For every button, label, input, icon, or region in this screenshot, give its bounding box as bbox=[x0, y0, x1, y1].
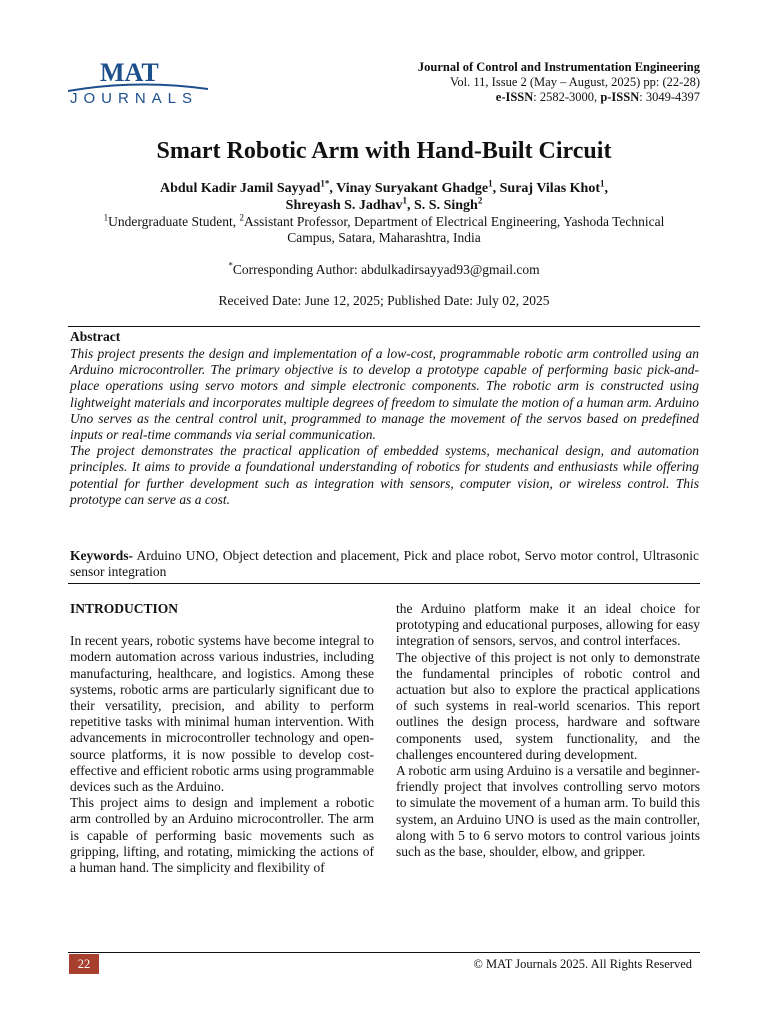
author-sup: 2 bbox=[477, 195, 483, 206]
affil-text: Assistant Professor, Department of Electrical Engineering, Yashoda Technical Campus, Satara, Maharashtra, India bbox=[243, 214, 665, 245]
corr-text: Corresponding Author: abdulkadirsayyad93@gmail.com bbox=[232, 262, 540, 277]
publication-dates: Received Date: June 12, 2025; Published Date: July 02, 2025 bbox=[218, 293, 550, 308]
keywords bbox=[70, 548, 699, 580]
author-sup: 1* bbox=[320, 178, 330, 189]
body-paragraph: The objective of this project is not only to demonstrate the fundamental principles of robotic control and actuation but also to explore the practical applications of such systems in real-world scenarios. This report outlines the design process, hardware and software components used, system functionality, and the challenges encountered during development. bbox=[396, 649, 700, 762]
eissn-value: : 2582-3000, bbox=[533, 90, 601, 104]
corr-sup: * bbox=[228, 260, 233, 271]
author-name: , Suraj Vilas Khot bbox=[492, 181, 600, 196]
logo-brand: MAT bbox=[100, 58, 159, 87]
corresponding-author bbox=[0, 262, 768, 278]
body-column-right bbox=[396, 601, 700, 860]
author-name: Shreyash S. Jadhav bbox=[285, 198, 403, 213]
author-name: Abdul Kadir Jamil Sayyad bbox=[160, 181, 321, 196]
paper-title: Smart Robotic Arm with Hand-Built Circuit bbox=[156, 138, 612, 164]
affil-sup: 2 bbox=[239, 212, 244, 223]
pissn-value: : 3049-4397 bbox=[639, 90, 700, 104]
copyright-notice: © MAT Journals 2025. All Rights Reserved bbox=[473, 957, 692, 971]
page-number: 22 bbox=[69, 954, 99, 974]
affil-sup: 1 bbox=[103, 212, 109, 223]
journal-issn bbox=[418, 90, 700, 105]
body-paragraph: This project aims to design and implement a robotic arm controlled by an Arduino microcontroller. The arm is capable of performing basic movements such as gripping, lifting, and rotating, mimicking the actions of a human hand. The simplicity and flexibility of bbox=[70, 795, 374, 876]
abstract-paragraph: The project demonstrates the practical application of embedded systems, mechanical design, and automation principles. It aims to provide a foundational understanding of robotics for students and enthusiasts while offering potential for further development such as integration with sensors, computer vision, or wireless control. This prototype can serve as a cost. bbox=[70, 443, 699, 507]
body-paragraph: the Arduino platform make it an ideal choice for prototyping and educational purposes, allowing for easy integration of sensors, servos, and control interfaces. bbox=[396, 601, 700, 649]
author-name: , Vinay Suryakant Ghadge bbox=[329, 181, 489, 196]
abstract-heading: Abstract bbox=[70, 329, 121, 344]
body-paragraph: A robotic arm using Arduino is a versatile and beginner-friendly project that involves controlling servo motors to simulate the movement of a human arm. To build this system, an Arduino UNO is used as the main controller, along with 5 to 6 servo motors to control various joints such as the base, shoulder, elbow, and gripper. bbox=[396, 763, 700, 860]
affiliation bbox=[80, 214, 688, 246]
footer-rule bbox=[68, 952, 700, 953]
abstract-body bbox=[70, 346, 699, 508]
author-sup: 1 bbox=[599, 178, 605, 189]
journal-info bbox=[418, 60, 700, 105]
keywords-label: Keywords- bbox=[70, 548, 133, 563]
mat-journals-logo bbox=[68, 58, 208, 110]
author-sup: 1 bbox=[488, 178, 493, 189]
journal-name: Journal of Control and Instrumentation Engineering bbox=[417, 60, 700, 74]
affil-text: Undergraduate Student, bbox=[108, 214, 240, 229]
body-paragraph: In recent years, robotic systems have become integral to modern automation across various industries, including manufacturing, healthcare, and logistics. Among these systems, robotic arms are particularly significant due to their versatility, precision, and ability to perform repetitive tasks with minimal human intervention. With advancements in microcontroller technology and open-source platforms, it is now possible to develop cost-effective and efficient robotic arms using programmable devices such as the Arduino. bbox=[70, 633, 374, 795]
pissn-label: p-ISSN bbox=[600, 90, 640, 104]
section-heading-introduction: INTRODUCTION bbox=[70, 601, 179, 616]
journal-volume: Vol. 11, Issue 2 (May – August, 2025) pp: (22-28) bbox=[450, 75, 700, 89]
body-column-left bbox=[70, 601, 374, 876]
eissn-label: e-ISSN bbox=[495, 90, 534, 104]
abstract-paragraph: This project presents the design and implementation of a low-cost, programmable robotic arm controlled using an Arduino microcontroller. The primary objective is to develop a prototype capable of performing basic pick-and-place operations using servo motors and simple electronic components. The robotic arm is constructed using lightweight materials and incorporates multiple degrees of freedom to simulate the motion of a human arm. Arduino Uno serves as the central control unit, programmed to manage the movement of the servos based on predefined inputs or real-time commands via serial communication. bbox=[70, 346, 699, 443]
author-separator: , bbox=[604, 181, 608, 196]
author-name: , S. S. Singh bbox=[407, 198, 478, 213]
author-sup: 1 bbox=[402, 195, 407, 206]
author-list bbox=[60, 180, 708, 214]
keywords-text: Arduino UNO, Object detection and placement, Pick and place robot, Servo motor control, Ultrasonic sensor integration bbox=[70, 548, 699, 579]
logo-subtitle: JOURNALS bbox=[70, 90, 199, 107]
abstract-top-rule bbox=[68, 326, 700, 327]
keywords-bottom-rule bbox=[68, 583, 700, 584]
